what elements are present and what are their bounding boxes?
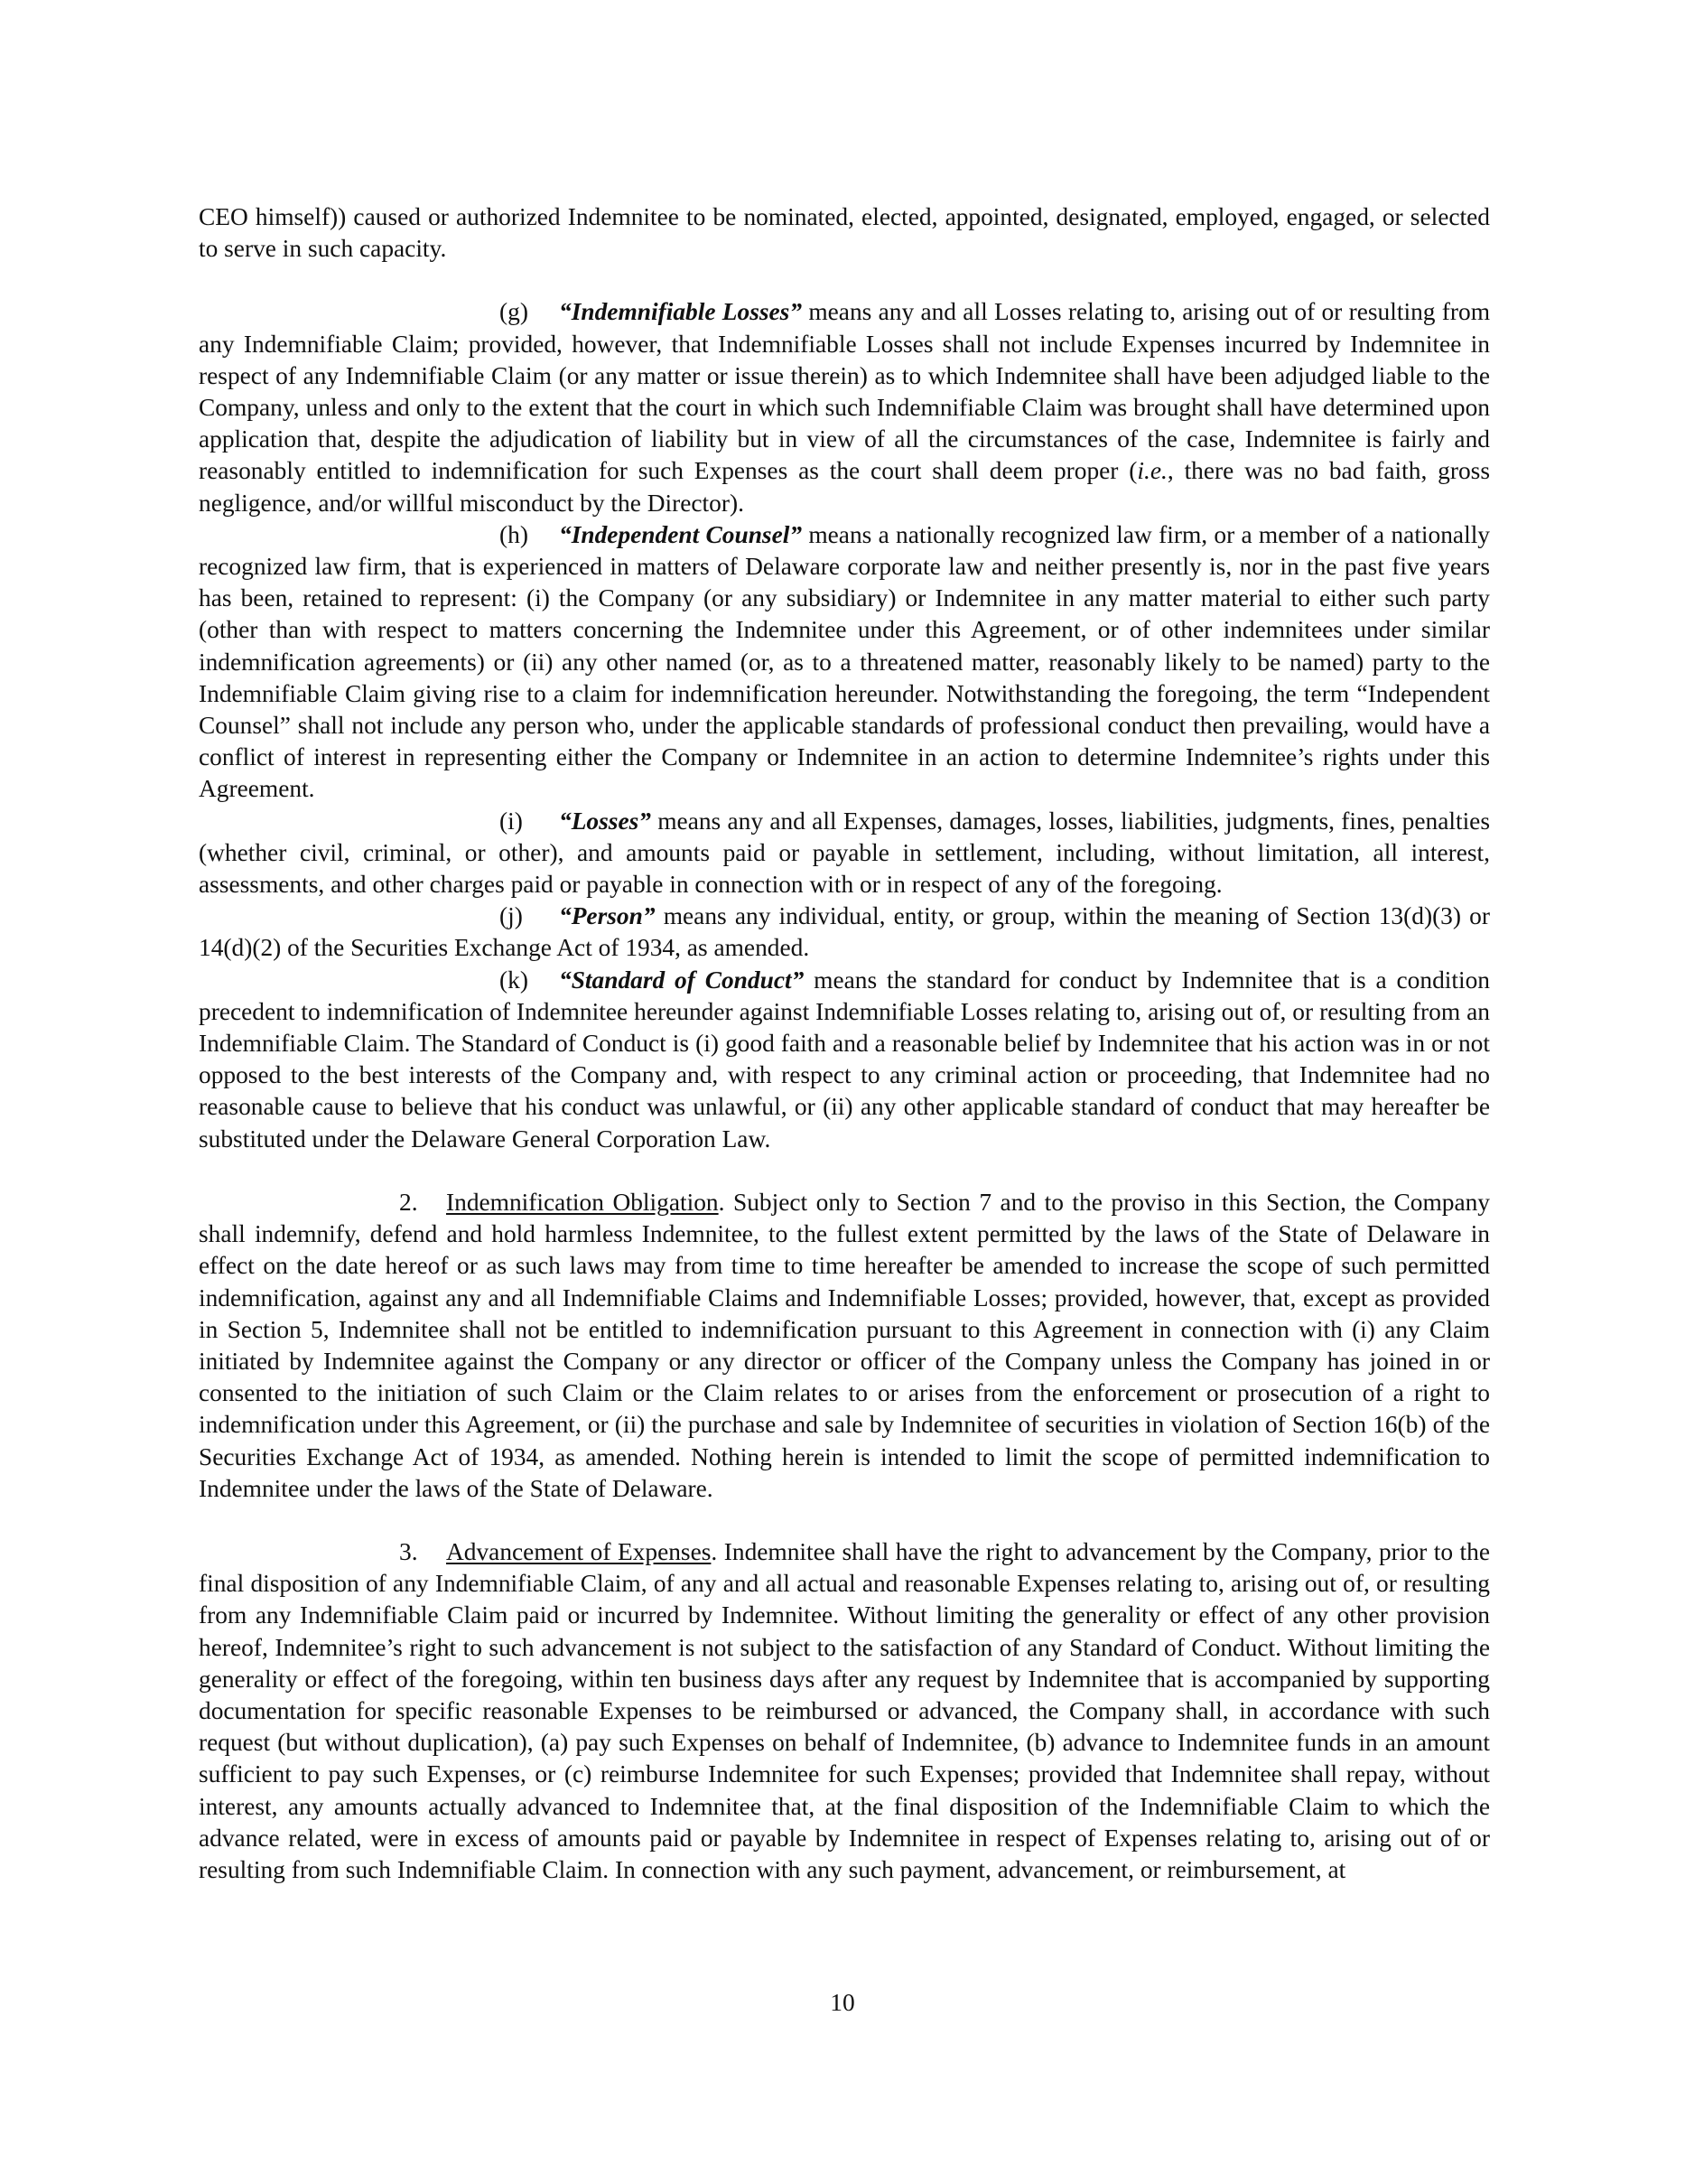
section-heading: Advancement of Expenses	[446, 1537, 712, 1565]
definition-text: means the standard for conduct by Indemnitee that is a condition precedent to indemnification of Indemnitee hereunder against Indemnifiable Losses relating to, arising out of, or resulting from an Indemnifiable Claim. The Standard of Conduct is (i) good faith and a reasonable belief by Indemnitee that his action was in or not opposed to the best interests of the Company and, with respect to any criminal action or proceeding, that Indemnitee had no reasonable cause to believe that his conduct was unlawful, or (ii) any other applicable standard of conduct that may hereafter be substituted under the Delaware General Corporation Law.	[199, 966, 1490, 1153]
definition-text: means any and all Expenses, damages, losses, liabilities, judgments, fines, penalties (whether civil, criminal, or other), and amounts paid or payable in settlement, including, without limitation, all interest, assessments, and other charges paid or payable in connection with or in respect of any of the foregoing.	[199, 807, 1490, 899]
section-number: 3.	[399, 1537, 418, 1565]
definition-text: means a nationally recognized law firm, or a member of a nationally recognized law firm, that is experienced in matters of Delaware corporate law and neither presently is, nor in the past five years has been, retained to represent: (i) the Company (or any subsidiary) or Indemnitee in any matter material to either such party (other than with respect to matters concerning the Indemnitee under this Agreement, or of other indemnitees under similar indemnification agreements) or (ii) any other named (or, as to a threatened matter, reasonably likely to be named) party to the Indemnifiable Claim giving rise to a claim for indemnification hereunder. Notwithstanding the foregoing, the term “Independent Counsel” shall not include any person who, under the applicable standards of professional conduct then prevailing, would have a conflict of interest in representing either the Company or Indemnitee in an action to determine Indemnitee’s rights under this Agreement.	[199, 520, 1491, 803]
defined-term: “Person”	[559, 902, 656, 930]
paragraph-f-continuation: CEO himself)) caused or authorized Indemnitee to be nominated, elected, appointed, designated, employed, engaged, or selected to serve in such capacity.	[199, 203, 1490, 263]
definition-label: (h)	[499, 520, 528, 548]
section-text: . Indemnitee shall have the right to advancement by the Company, prior to the final disposition of any Indemnifiable Claim, of any and all actual and reasonable Expenses relating to, arising out of, or resulting from any Indemnifiable Claim paid or incurred by Indemnitee. Without limiting the generality or effect of any other provision hereof, Indemnitee’s right to such advancement is not subject to the satisfaction of any Standard of Conduct. Without limiting the generality or effect of the foregoing, within ten business days after any request by Indemnitee that is accompanied by supporting documentation for specific reasonable Expenses to be reimbursed or advanced, the Company shall, in accordance with such request (but without duplication), (a) pay such Expenses on behalf of Indemnitee, (b) advance to Indemnitee funds in an amount sufficient to pay such Expenses, or (c) reimburse Indemnitee for such Expenses; provided that Indemnitee shall repay, without interest, any amounts actually advanced to Indemnitee that, at the final disposition of the Indemnifiable Claim to which the advance related, were in excess of amounts paid or payable by Indemnitee in respect of Expenses relating to, arising out of or resulting from such Indemnifiable Claim. In connection with any such payment, advancement, or reimbursement, at	[199, 1537, 1490, 1883]
definition-text: means any and all Losses relating to, arising out of or resulting from any Indemnifiable Claim; provided, however, that Indemnifiable Losses shall not include Expenses incurred by Indemnitee in respect of any Indemnifiable Claim (or any matter or issue therein) as to which Indemnitee shall have been adjudged liable to the Company, unless and only to the extent that the court in which such Indemnifiable Claim was brought shall have determined upon application that, despite the adjudication of liability but in view of all the circumstances of the case, Indemnitee is fairly and reasonably entitled to indemnification for such Expenses as the court shall deem proper (	[199, 298, 1490, 485]
section-2-indemnification-obligation	[199, 1187, 1490, 1505]
defined-term: “Indemnifiable Losses”	[559, 298, 803, 326]
definition-label: (j)	[499, 902, 523, 930]
definition-h-independent-counsel	[199, 519, 1490, 806]
definition-label: (k)	[499, 966, 528, 994]
defined-term: “Standard of Conduct”	[559, 966, 805, 994]
definition-label: (i)	[499, 807, 523, 835]
page-number: 10	[830, 1989, 855, 2016]
definition-i-losses	[199, 806, 1490, 901]
definition-k-standard-of-conduct	[199, 965, 1490, 1155]
defined-term: “Independent Counsel”	[559, 520, 803, 548]
defined-term: “Losses”	[559, 807, 651, 835]
section-heading: Indemnification Obligation	[446, 1188, 719, 1216]
section-3-advancement-of-expenses	[199, 1536, 1490, 1886]
definition-text: means any individual, entity, or group, within the meaning of Section 13(d)(3) or 14(d)(2) of the Securities Exchange Act of 1934, as amended.	[199, 902, 1490, 962]
section-number: 2.	[399, 1188, 418, 1216]
section-text: . Subject only to Section 7 and to the proviso in this Section, the Company shall indemnify, defend and hold harmless Indemnitee, to the fullest extent permitted by the laws of the State of Delaware in effect on the date hereof or as such laws may from time to time hereafter be amended to increase the scope of such permitted indemnification, against any and all Indemnifiable Claims and Indemnifiable Losses; provided, however, that, except as provided in Section 5, Indemnitee shall not be entitled to indemnification pursuant to this Agreement in connection with (i) any Claim initiated by Indemnitee against the Company or any director or officer of the Company unless the Company has joined in or consented to the initiation of such Claim or the Claim relates to or arises from the enforcement or prosecution of a right to indemnification under this Agreement, or (ii) the purchase and sale by Indemnitee of securities in violation of Section 16(b) of the Securities Exchange Act of 1934, as amended. Nothing herein is intended to limit the scope of permitted indemnification to Indemnitee under the laws of the State of Delaware.	[199, 1188, 1490, 1502]
definition-text-tail: , there was no bad faith, gross negligence, and/or willful misconduct by the Director).	[199, 457, 1490, 517]
definition-abbrev: i.e.	[1137, 457, 1168, 485]
definition-label: (g)	[499, 298, 528, 326]
definition-g-indemnifiable-losses	[199, 296, 1490, 518]
definition-j-person	[199, 901, 1490, 964]
document-page	[199, 201, 1490, 1886]
